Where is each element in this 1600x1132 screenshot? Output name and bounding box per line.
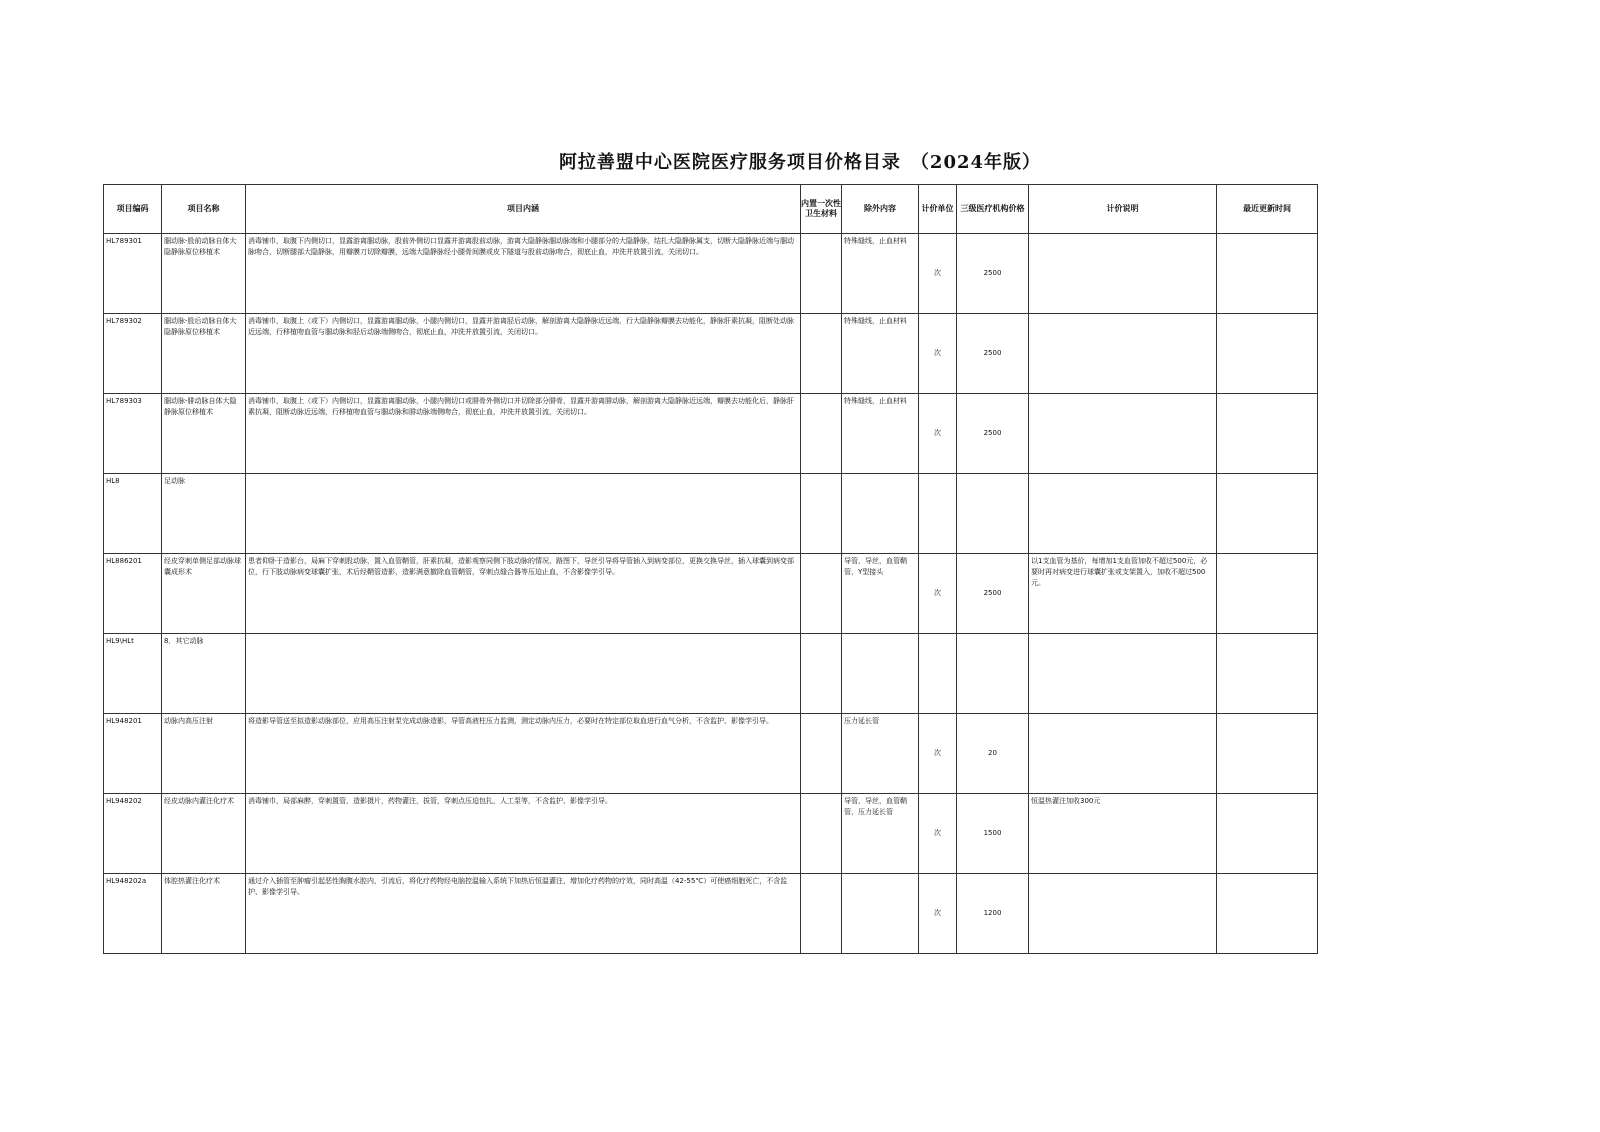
cell-price: 2500 (957, 554, 1029, 634)
cell-content (246, 474, 801, 554)
cell-unit: 次 (919, 714, 957, 794)
cell-content: 通过介入插管至肿瘤引起恶性胸腹水腔内，引流后，将化疗药物经电脑控温输入系统下加热后恒温灌注，增加化疗药物的疗效，同时高温（42-55℃）可使癌细胞死亡，不含监护、影像学引导。 (246, 874, 801, 954)
cell-unit (919, 634, 957, 714)
cell-excluded: 特殊缝线，止血材料 (842, 394, 919, 474)
cell-name: 经皮动脉内灌注化疗术 (162, 794, 246, 874)
cell-name: 经皮穿刺单侧足部动脉球囊成形术 (162, 554, 246, 634)
cell-note (1029, 474, 1217, 554)
cell-note (1029, 234, 1217, 314)
cell-excluded (842, 634, 919, 714)
cell-disposable (801, 634, 842, 714)
cell-note (1029, 874, 1217, 954)
table-row (104, 794, 1318, 874)
cell-price: 2500 (957, 234, 1029, 314)
cell-disposable (801, 794, 842, 874)
cell-content: 消毒铺巾，取腹上（或下）内侧切口，显露游离腘动脉，小腿内侧切口，显露并游离胫后动脉，解剖游离大隐静脉近远端，行大隐静脉瓣膜去功能化，静脉肝素抗凝，阻断处动脉近远端，行移植吻血管与腘动脉和胫后动脉端侧吻合，彻底止血，冲洗并放置引流，关闭切口。 (246, 314, 801, 394)
cell-updated (1217, 474, 1318, 554)
header-note: 计价说明 (1029, 185, 1217, 234)
cell-content: 患者仰卧于造影台，局麻下穿刺股动脉，置入血管鞘管，肝素抗凝，造影观察同侧下肢动脉的情况，路图下，导丝引导将导管插入到病变部位，更换交换导丝，插入球囊到病变部位，行下肢动脉病变球囊扩张，术后经鞘管造影，造影满意撤除血管鞘管，穿刺点缝合器等压迫止血，不含影像学引导。 (246, 554, 801, 634)
cell-unit: 次 (919, 234, 957, 314)
cell-unit: 次 (919, 554, 957, 634)
cell-updated (1217, 634, 1318, 714)
cell-name: 腘动脉-腓动脉自体大隐静脉原位移植术 (162, 394, 246, 474)
cell-unit: 次 (919, 874, 957, 954)
cell-code: HL948202 (104, 794, 162, 874)
cell-updated (1217, 314, 1318, 394)
cell-price (957, 634, 1029, 714)
cell-code: HL8 (104, 474, 162, 554)
cell-excluded (842, 474, 919, 554)
table-row (104, 234, 1318, 314)
cell-unit (919, 474, 957, 554)
table-header-row (104, 185, 1318, 234)
cell-price: 20 (957, 714, 1029, 794)
cell-disposable (801, 314, 842, 394)
header-content: 项目内涵 (246, 185, 801, 234)
document-title: 阿拉善盟中心医院医疗服务项目价格目录 （2024年版） (558, 152, 1042, 173)
cell-code: HL9\HLt (104, 634, 162, 714)
cell-excluded: 压力延长管 (842, 714, 919, 794)
table-row (104, 714, 1318, 794)
header-unit: 计价单位 (919, 185, 957, 234)
cell-name: 8．其它动脉 (162, 634, 246, 714)
cell-excluded: 导管，导丝，血管鞘管，压力延长管 (842, 794, 919, 874)
cell-updated (1217, 234, 1318, 314)
cell-code: HL886201 (104, 554, 162, 634)
cell-excluded: 导管，导丝，血管鞘管，Y型接头 (842, 554, 919, 634)
cell-disposable (801, 714, 842, 794)
cell-excluded: 特殊缝线，止血材料 (842, 314, 919, 394)
cell-name: 足动脉 (162, 474, 246, 554)
cell-name: 腘动脉-股前动脉自体大隐静脉原位移植术 (162, 234, 246, 314)
price-table (103, 184, 1318, 954)
table-row (104, 394, 1318, 474)
table-row (104, 634, 1318, 714)
cell-code: HL789301 (104, 234, 162, 314)
cell-updated (1217, 394, 1318, 474)
cell-price (957, 474, 1029, 554)
cell-note: 以1支血管为基价，每增加1支血管加收不超过500元，必要时再对病变进行球囊扩张或支架置入，加收不超过500元。 (1029, 554, 1217, 634)
cell-updated (1217, 794, 1318, 874)
cell-disposable (801, 234, 842, 314)
cell-price: 1500 (957, 794, 1029, 874)
cell-note (1029, 634, 1217, 714)
cell-unit: 次 (919, 314, 957, 394)
cell-updated (1217, 554, 1318, 634)
header-excluded: 除外内容 (842, 185, 919, 234)
cell-note (1029, 714, 1217, 794)
cell-excluded (842, 874, 919, 954)
cell-price: 2500 (957, 394, 1029, 474)
cell-disposable (801, 874, 842, 954)
cell-note (1029, 394, 1217, 474)
cell-content: 将造影导管送至拟造影动脉部位，应用高压注射泵完成动脉造影，导管高液柱压力监测，测定动脉内压力，必要时在特定部位取血进行血气分析，不含监护、影像学引导。 (246, 714, 801, 794)
cell-code: HL948201 (104, 714, 162, 794)
header-name: 项目名称 (162, 185, 246, 234)
cell-content: 消毒铺巾，取腹上（或下）内侧切口，显露游离腘动脉，小腿内侧切口或腓骨外侧切口并切除部分腓骨，显露并游离腓动脉，解剖游离大隐静脉近远端，瓣膜去功能化后，静脉肝素抗凝，阻断动脉近远端，行移植吻血管与腘动脉和腓动脉端侧吻合，彻底止血，冲洗并放置引流，关闭切口。 (246, 394, 801, 474)
cell-code: HL948202a (104, 874, 162, 954)
cell-updated (1217, 714, 1318, 794)
cell-name: 腘动脉-股后动脉自体大隐静脉原位移植术 (162, 314, 246, 394)
header-price: 三级医疗机构价格 (957, 185, 1029, 234)
cell-disposable (801, 474, 842, 554)
header-updated: 最近更新时间 (1217, 185, 1318, 234)
cell-price: 2500 (957, 314, 1029, 394)
cell-updated (1217, 874, 1318, 954)
cell-unit: 次 (919, 394, 957, 474)
cell-disposable (801, 394, 842, 474)
header-code: 项目编码 (104, 185, 162, 234)
table-row (104, 874, 1318, 954)
cell-unit: 次 (919, 794, 957, 874)
header-disposable: 内置一次性卫生材料 (801, 185, 842, 234)
cell-excluded: 特殊缝线，止血材料 (842, 234, 919, 314)
cell-code: HL789303 (104, 394, 162, 474)
table-row (104, 314, 1318, 394)
cell-price: 1200 (957, 874, 1029, 954)
table-row (104, 554, 1318, 634)
cell-name: 动脉内高压注射 (162, 714, 246, 794)
cell-code: HL789302 (104, 314, 162, 394)
table-row (104, 474, 1318, 554)
cell-note (1029, 314, 1217, 394)
cell-content (246, 634, 801, 714)
cell-disposable (801, 554, 842, 634)
cell-note: 恒温热灌注加收300元 (1029, 794, 1217, 874)
cell-name: 体腔热灌注化疗术 (162, 874, 246, 954)
cell-content: 消毒铺巾，局部麻醉，穿刺置管，造影摄片，药物灌注，拔管，穿刺点压迫包扎，人工泵等，不含监护、影像学引导。 (246, 794, 801, 874)
cell-content: 消毒铺巾，取腹下内侧切口，显露游离腘动脉，股前外侧切口显露并游离股前动脉，游离大隐静脉腘动脉端和小腿部分的大隐静脉，结扎大隐静脉属支，切断大隐静脉近端与腘动脉吻合，切断腿部大隐静脉，用瓣膜刀切除瓣膜，远端大隐静脉经小腿骨间膜或皮下隧道与股前动脉吻合，彻底止血，冲洗并放置引流，关闭切口。 (246, 234, 801, 314)
